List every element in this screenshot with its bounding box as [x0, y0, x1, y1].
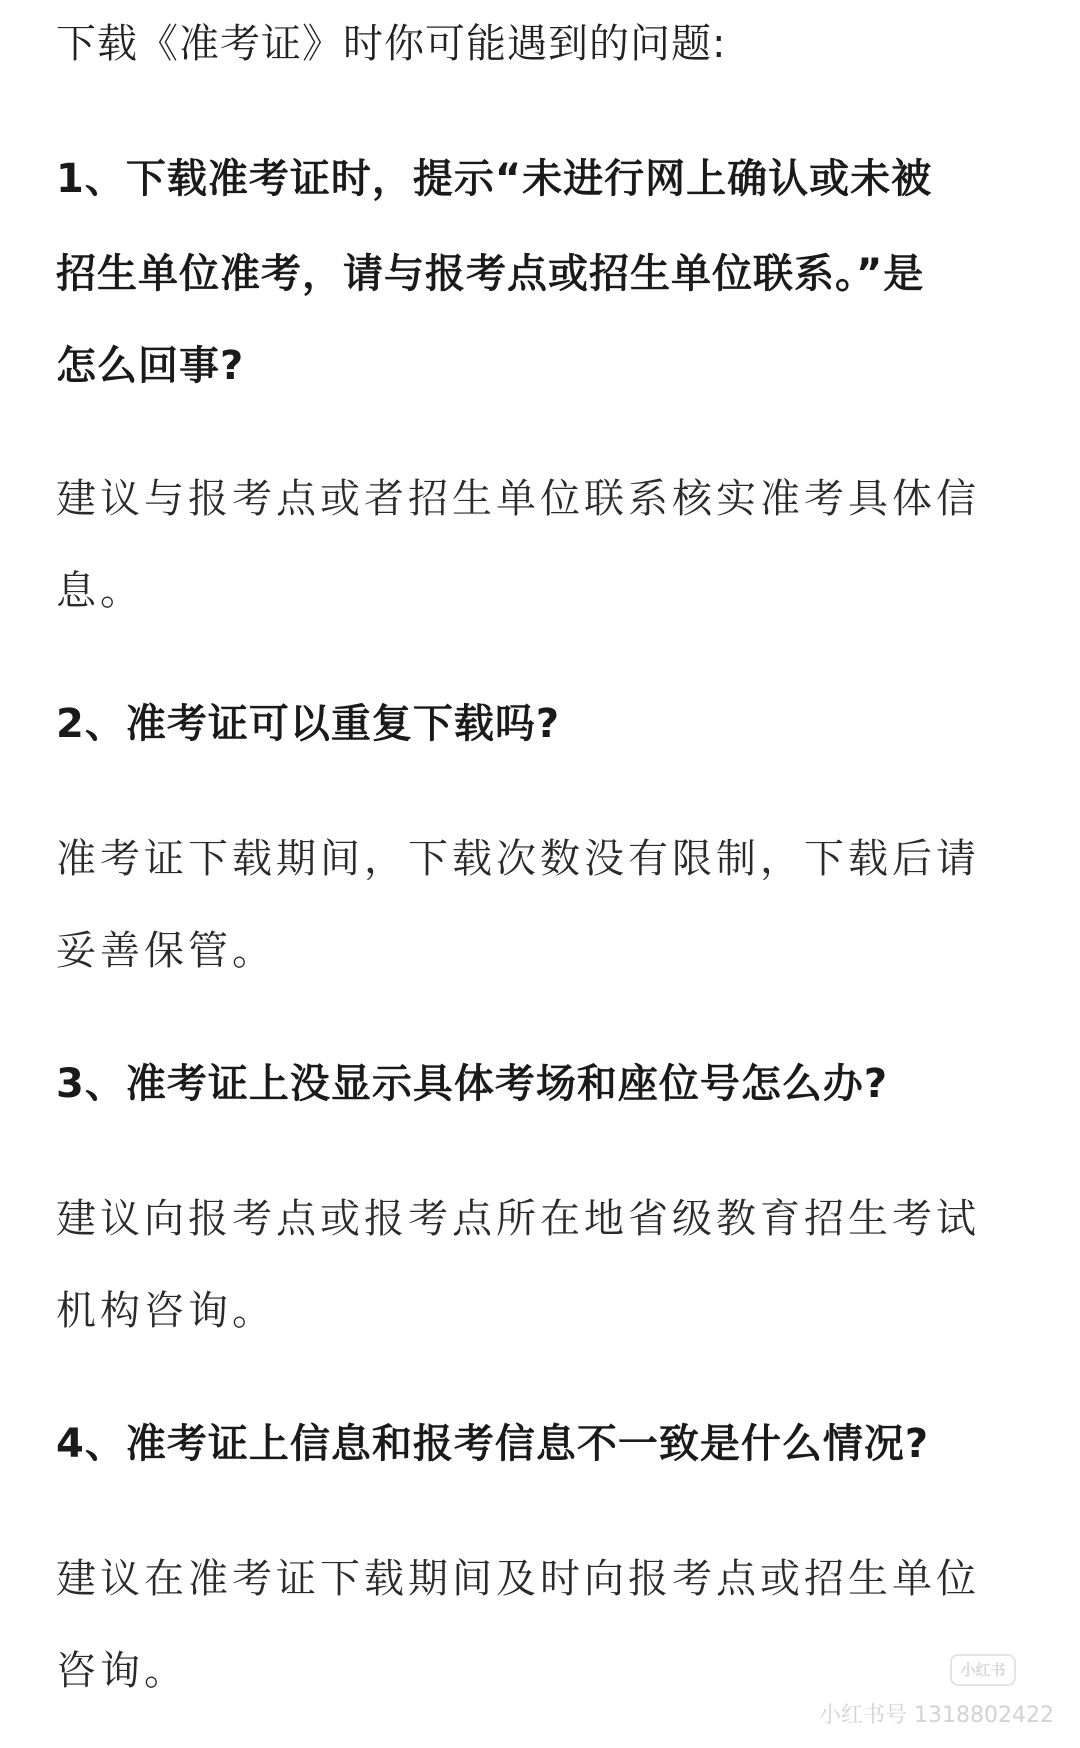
answer-2-line-1: 准考证下载期间，下载次数没有限制，下载后请 [56, 836, 980, 882]
answer-3-line-2: 机构咨询。 [56, 1288, 276, 1334]
question-4: 4、准考证上信息和报考信息不一致是什么情况? [56, 1421, 930, 1467]
xiaohongshu-watermark-logo: 小红书 [950, 1654, 1016, 1686]
answer-2-line-2: 妥善保管。 [56, 928, 276, 974]
answer-4-line-2: 咨询。 [56, 1648, 188, 1694]
answer-1-line-2: 息。 [56, 568, 144, 614]
question-1-line-1: 1、下载准考证时，提示“未进行网上确认或未被 [56, 156, 933, 202]
answer-3-line-1: 建议向报考点或报考点所在地省级教育招生考试 [56, 1196, 980, 1242]
question-2: 2、准考证可以重复下载吗? [56, 701, 561, 747]
watermark-id-text: 小红书号 1318802422 [819, 1703, 1054, 1728]
question-1-line-2: 招生单位准考，请与报考点或招生单位联系。”是 [56, 251, 925, 297]
answer-4-line-1: 建议在准考证下载期间及时向报考点或招生单位 [56, 1556, 980, 1602]
intro-heading: 下载《准考证》时你可能遇到的问题: [56, 21, 727, 67]
question-3: 3、准考证上没显示具体考场和座位号怎么办? [56, 1061, 889, 1107]
question-1-line-3: 怎么回事? [56, 343, 245, 389]
answer-1-line-1: 建议与报考点或者招生单位联系核实准考具体信 [56, 476, 980, 522]
